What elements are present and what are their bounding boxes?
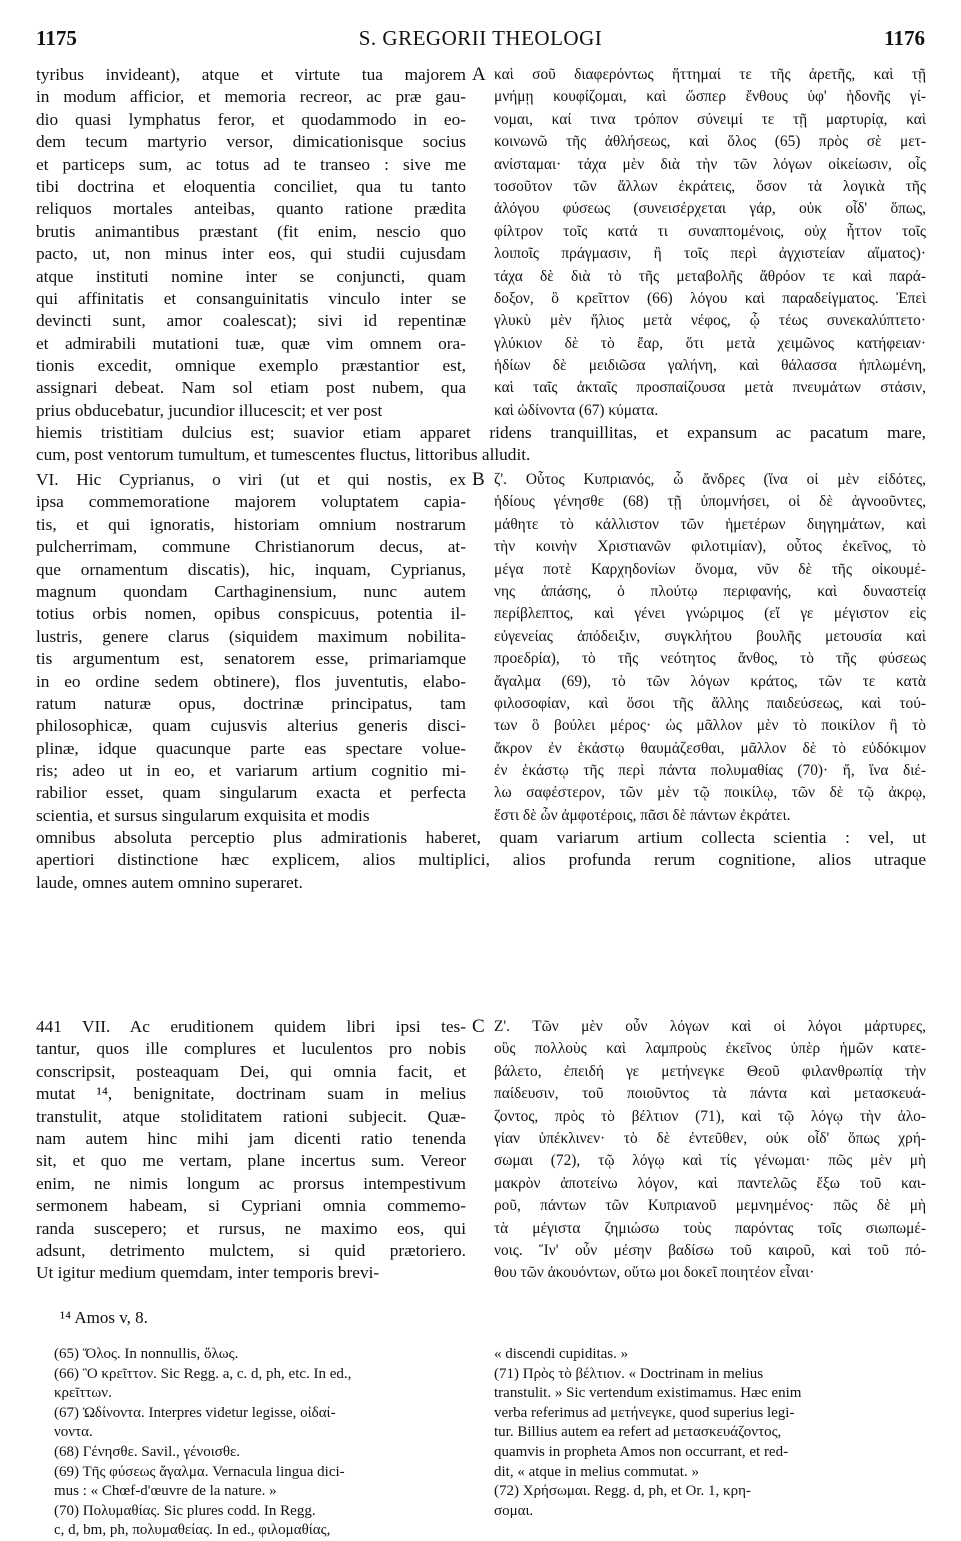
text-line: περίβλεπτος, καὶ γένει γνώριμος (εἴ γε μέγιστον εἰς [494,605,926,623]
text-line: ἡδίων δὲ μειδιῶσα γαλήνη, καὶ θάλασσα ἡπλωμένη, [494,357,926,375]
text-line: dio quasi lymphatus feror, et quodammodo in eo- [36,109,466,129]
text-line: mus : « Chœf-d'œuvre de la nature. » [54,1483,277,1500]
text-line: λω σαφέστερον, τῶν μὲν τῷ ποικίλῳ, τῶν δὲ τῷ ἀκρῳ, [494,784,926,802]
text-line: μνήμῃ κουφίζομαι, καὶ ὥσπερ ἔνθους ὑφ' ἡδονῆς γί- [494,88,926,106]
text-line: plinæ, idque quacunque parte eas spectare volue- [36,738,466,758]
text-line: ratum naturæ opus, doctrinæ principatus, tam [36,693,466,713]
text-line: (72) Χρήσωμαι. Regg. d, ph, et Or. 1, κρη- [494,1483,751,1500]
text-line: φίλτρον τοῖς κατά τι συναπτομένοις, οὐχ ἧττον τοῖς [494,222,926,240]
text-line: ἀλόγου φύσεως (συνεισέρχεται γάρ, οὐκ οἶδ' ὅπως, [494,200,926,218]
text-line: quamvis in propheta Amos non occurrant, et red- [494,1443,789,1460]
text-line: randa suscepero; et rursus, ne maximo eos, qui [36,1218,466,1238]
text-line: των ὃ βούλει μέρος· ὡς μᾶλλον μὲν τὸ ποικίλον ἢ τὸ [494,717,926,735]
text-line: totius orbis nomen, opibus conspicuus, potentia il- [36,604,466,624]
text-line: tis, et qui ignoratis, historiam omnium nostrarum [36,514,466,534]
text-line: (71) Πρὸς τὸ βέλτιον. « Doctrinam in melius [494,1365,764,1382]
running-header [36,26,925,54]
text-line: νης ἁπάσης, ὁ πλούτῳ περιφανής, καὶ δυναστείᾳ [494,582,926,600]
text-line: γλυκὺ μὲν ἥλιος μετὰ νέφος, ᾧ τέως συνεκαλύπτετο· [494,312,926,330]
text-line: ἡδίους γένησθε (68) τῇ ὑπομνήσει, οἱ δὲ ἀγνοοῦντες, [494,493,926,511]
text-line: reliquos mortales anteibas, quanto ratione prædita [36,199,466,219]
section-marker-b: B [472,469,485,490]
text-line: (69) Τῆς φύσεως ἄγαλμα. Vernacula lingua dici- [54,1463,345,1480]
text-line: « discendi cupiditas. » [494,1346,629,1362]
text-line: philosophicæ, quam cujusvis alterius generis disci- [36,716,466,736]
text-line: omnibus absoluta perceptio plus admirationis haberet, quam variarum artium collecta scientia : vel, ut [36,828,926,847]
latin-column-a [36,64,466,422]
full-width-text-a [36,422,926,467]
text-line: ris; adeo ut in eo, et variarum artium cognitio mi- [36,761,466,781]
text-line: καὶ ταῖς ἀκταῖς προσπαίζουσα μετὰ πνευμάτων στάσιν, [494,379,926,397]
text-line: γίαν ὑπέκλινεν· τὸ δὲ ἐντεῦθεν, οὐκ οἶδ' ὅπως χρή- [494,1129,926,1147]
text-line: magnum quondam Carthaginensium, nunc autem [36,581,466,601]
text-line: devincti sunt, amor coalescat); sivi id repentinæ [36,311,466,331]
text-line: assignari debeat. Nam sol etiam post nubem, qua [36,378,466,398]
text-line: ανίσταμαι· τάχα μὲν διὰ τὴν τῶν λόγων οἰκείωσιν, οἷς [494,155,926,173]
text-line: et particeps sum, ac totus ad te transeo : sive me [36,154,466,174]
text-line: (70) Πολυμαθίας. Sic plures codd. In Regg. [54,1502,316,1519]
text-line: (67) Ὠδίνοντα. Interpres videtur legisse, οἰδαί- [54,1404,336,1421]
text-line: sermonem habeam, si Cypriani omnia commemo- [36,1196,466,1216]
text-line: τάχα δὲ διὰ τὸ τῆς μεταβολῆς ἄθρόον τε καὶ παρά- [494,267,926,285]
text-line: tyribus invideant), atque et virtute tua majorem [36,65,466,84]
text-line: cum, post ventorum tumultum, et tumescentes fluctus, littoribus alludit. [36,445,531,465]
text-line: παίδευσιν, τοῦ ποιοῦντος τὰ πάντα καὶ μετασκευά- [494,1085,926,1103]
text-line: (68) Γένησθε. Savil., γένοισθε. [54,1443,241,1460]
text-line: mutat ¹⁴, benignitate, doctrinam suam in melius [36,1084,466,1104]
text-line: transtulit. » Sic vertendum existimamus. Hæc enim [494,1385,802,1402]
text-line: ἐν ἑκάστῳ τῆς περὶ πάντα πολυμαθίας (70)· ἤ, ἵνα διέ- [494,762,926,780]
text-line: adsunt, detrimento mulctem, si quid prætoriero. [36,1240,466,1260]
text-line: apertiori distinctione hæc explicem, alios multiplici, alios profunda rerum cognitione, alios utraque [36,850,926,870]
text-line: atque instituti nomine inter se conjuncti, quam [36,266,466,286]
text-line: hiemis tristitiam dulcius est; suavior etiam apparet ridens tranquillitas, et expansum ac pacatum mare, [36,423,926,442]
text-line: dem tecum martyrio versor, dimicationisque socius [36,132,466,152]
page-title: S. GREGORII THEOLOGI [358,26,603,50]
text-line: σωμαι (72), τῷ λόγῳ καὶ τίς γένωμαι· πῶς μὲν μὴ [494,1152,926,1170]
text-line: τὰ μέγιστα ζημιώσω τοὺς παρόντας τοῖς σιωπωμέ- [494,1219,926,1237]
page-number-right: 1176 [884,26,925,50]
text-line: ἔστι δὲ ὧν ἀμφοτέροις, πᾶσι δὲ πάντων ἐκράτει. [494,806,791,824]
text-line: qui affinitatis et consanguinitatis vinculo inter se [36,288,466,308]
text-line: tibi doctrina et eloquentia conciliet, qua tu tanto [36,176,466,196]
text-line: brutis animantibus præstant (fit enim, nescio quo [36,221,466,241]
text-line: 441 VII. Ac eruditionem quidem libri ipsi tes- [36,1017,466,1036]
greek-column-c [494,1016,926,1285]
text-line: κοινωνῶ τῆς ἀθλήσεως, καὶ ὅλος (65) πρὸς σὲ μετ- [494,133,926,151]
text-line: προεδρία), τὸ τῆς νεότητος ἄνθος, τὸ τῆς φύσεως [494,650,926,668]
text-line: μακρὸν ἀποτείνω λόγον, καὶ παντελῶς ἔξω τοῦ και- [494,1174,926,1192]
text-line: νοντα. [54,1424,93,1441]
text-line: κρεῖττων. [54,1385,112,1402]
latin-column-c [36,1016,466,1285]
text-line: θου τῶν ἀκουόντων, οὕτω μοι δοκεῖ ποιητέον εἶναι· [494,1264,815,1282]
text-line: (65) Ὅλος. In nonnullis, ὅλως. [54,1346,239,1362]
text-line: verba referimus ad μετήνεγκε, quod superius legi- [494,1404,795,1421]
text-line: ζοντος, πρὸς τὸ βέλτιον (71), καὶ τῷ λόγῳ τὴν ἀλο- [494,1107,926,1125]
text-line: que ornamentum discatis), hic, inquam, Cyprianus, [36,559,466,579]
section-marker-a: A [472,64,486,85]
text-line: lustris, genere clarus (siquidem maximum nobilita- [36,626,466,646]
text-line: νομαι, καί τινα τρόπον σύνειμί τε τῇ μαρτυρίᾳ, καὶ [494,110,926,128]
text-line: rabilior esset, quam singularum exacta et perfecta [36,783,466,803]
text-line: conscripsit, posteaquam Dei, qui omnia facit, et [36,1061,466,1081]
greek-column-b [494,469,926,827]
text-line: sit, et quo me vertam, plane incertus sum. Vereor [36,1151,466,1171]
text-line: τὴν κοινὴν Χριστιανῶν φιλοτιμίαν), οὗτος ἐκεῖνος, τὸ [494,538,926,556]
text-line: νοις. Ἵν' οὖν μέσην βαδίσω τοῦ καιροῦ, καὶ τοῦ πό- [494,1241,926,1259]
text-line: ἄκρον ἐν ἑκάστῳ θαυμάζεσθαι, μᾶλλον δὲ τὸ εὐδόκιμον [494,739,926,757]
text-line: γλύκιον δὲ τὸ ἔαρ, ὅτι μετὰ χειμῶνος κατήφειαν· [494,334,926,352]
critical-notes-left [54,1345,474,1541]
text-line: in modum afficior, et memoria recreor, ac præ gau- [36,87,466,107]
text-line: laude, omnes autem omnino superaret. [36,872,303,892]
text-line: καὶ σοῦ διαφερόντως ἥττημαί τε τῆς ἀρετῆς, καὶ τῇ [494,66,926,83]
text-line: ipsa commemoratione majorem voluptatem capia- [36,492,466,512]
text-line: (66) Ὃ κρεῖττον. Sic Regg. a, c. d, ph, etc. In ed., [54,1365,352,1382]
text-line: prius obducebatur, jucundior illucescit; et ver post [36,400,383,420]
scripture-footnote: ¹⁴ Amos v, 8. [60,1308,148,1327]
text-line: enim, ne nimis longum ac prorsus intempestivum [36,1173,466,1193]
text-line: VI. Hic Cyprianus, o viri (ut et qui nostis, ex [36,470,466,489]
text-line: σομαι. [494,1502,534,1519]
text-line: dit, « atque in melius commutat. » [494,1463,699,1480]
text-line: καὶ ὠδίνοντα (67) κύματα. [494,401,659,419]
text-line: pacto, ut, non minus inter eos, qui studii cujusdam [36,244,466,264]
text-line: Ζ'. Τῶν μὲν οὖν λόγων καὶ οἱ λόγοι μάρτυρες, [494,1018,926,1035]
text-line: οὓς πολλοὺς καὶ λαμπροὺς ἐκεῖνος ὑπὲρ ἡμῶν κατε- [494,1040,926,1058]
text-line: c, d, bm, ph, πολυμαθείας. In ed., φιλομαθίας, [54,1522,331,1539]
text-line: λοιποῖς πράγμασιν, ἢ τοῖς περὶ ἀγχιστείαν αἵματος)· [494,245,926,263]
text-line: transtulit, atque stoliditatem rationi subjecit. Quæ- [36,1106,466,1126]
text-line: ἄγαλμα (69), τὸ τῶν λόγων κράτος, τῶν τε κατὰ [494,672,926,690]
text-line: et admirabili mutationi tuæ, quæ vim omnem ora- [36,333,466,353]
text-line: pulcherrimam, commune Christianorum decus, at- [36,537,466,557]
text-line: nam autem hinc mihi jam dicenti ratio tenenda [36,1128,466,1148]
text-line: εὐγενείας ἀπόδειξιν, συγκλήτου βουλῆς μετουσία καὶ [494,627,926,645]
text-line: scientia, et sursus singularum exquisita et modis [36,805,370,825]
text-line: tantur, quos ille complures et luculentos pro nobis [36,1039,466,1059]
text-line: φιλοσοφίαν, καὶ ὅσοι τῆς ἄλλης παιδεύσεως, καὶ τού- [494,694,926,712]
text-line: tionis excedit, omnique exemplo præstantior est, [36,356,466,376]
text-line: ζ'. Οὗτος Κυπριανός, ὦ ἄνδρες (ἵνα οἱ μὲν εἰδότες, [494,471,926,488]
full-width-text-b [36,827,926,894]
text-line: tur. Billius autem ea refert ad μετασκευάζοντος, [494,1424,782,1441]
latin-column-b [36,469,466,827]
text-line: tis argumentum est, senatorem esse, primariamque [36,649,466,669]
text-line: δοξον, ὃ κρεῖττον (66) λόγου καὶ παραδείγματος. Ἐπεὶ [494,289,926,307]
text-line: Ut igitur medium quemdam, inter temporis brevi- [36,1263,380,1283]
greek-column-a [494,64,926,422]
page-number-left: 1175 [36,26,77,50]
text-line: τοσοῦτον τῶν ἄλλων ἐκράτεις, ὅσον τὰ λογικὰ τῆς [494,177,926,195]
section-marker-c: C [472,1016,485,1037]
critical-notes-right [494,1345,924,1521]
text-line: ροῦ, πάντων τῶν Κυπριανοῦ μεμνημένος· πῶς δὲ μὴ [494,1197,926,1215]
text-line: βάλετο, ἐπειδή γε μετήνεγκε Θεοῦ φιλανθρωπίᾳ τὴν [494,1062,926,1080]
text-line: μάθητε τὸ κάλλιστον τῶν ἡμετέρων διηγημάτων, καὶ [494,515,926,533]
text-line: μέγα ποτὲ Καρχηδονίων ὄνομα, νῦν δὲ τῆς οἰκουμέ- [494,560,926,578]
text-line: in eo ordine sedem obtinere), flos juventutis, elabo- [36,671,466,691]
